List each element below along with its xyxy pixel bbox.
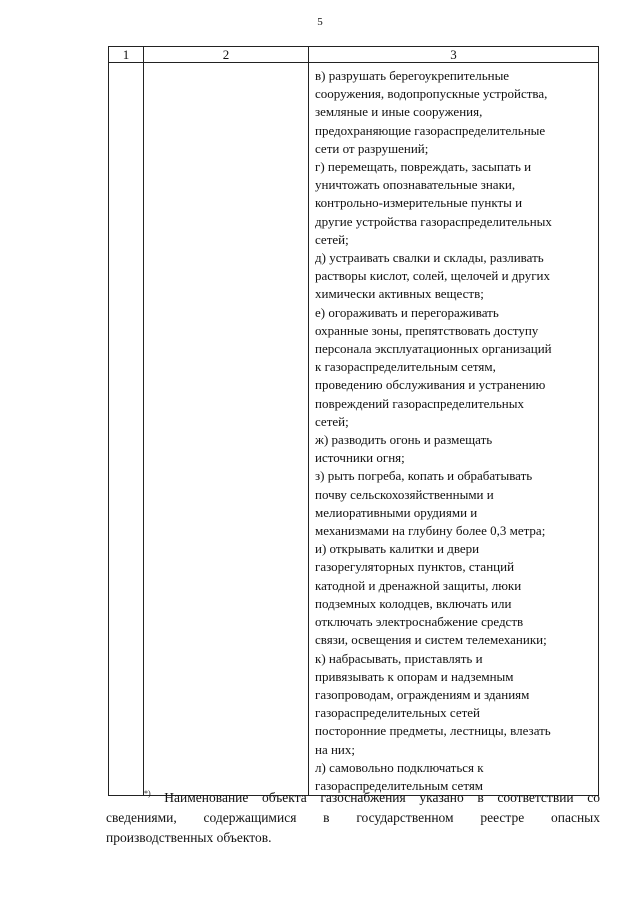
cell-col3 <box>309 63 599 796</box>
text-line: посторонние предметы, лестницы, влезать <box>315 723 551 739</box>
text-line: газораспределительных сетей <box>315 705 481 721</box>
text-line: сети от разрушений; <box>315 140 429 156</box>
text-line: д) устраивать свалки и склады, разливать <box>315 250 544 266</box>
text-line: л) самовольно подключаться к <box>315 759 484 775</box>
table-row <box>109 63 599 796</box>
text-line: сетей; <box>315 413 349 429</box>
text-line: почву сельскохозяйственными и <box>315 486 494 502</box>
column-header-3: 3 <box>309 47 599 63</box>
text-line: е) огораживать и перегораживать <box>315 304 499 320</box>
text-line: газораспределительным сетям <box>315 777 484 793</box>
text-line: связи, освещения и систем телемеханики; <box>315 632 547 648</box>
text-line: источники огня; <box>315 450 405 466</box>
text-line: в) разрушать берегоукрепительные <box>315 68 510 83</box>
text-line: контрольно-измерительные пункты и <box>315 195 523 211</box>
text-line: газопроводам, ограждениям и зданиям <box>315 686 530 702</box>
cell-col2 <box>144 63 309 796</box>
column-header-2: 2 <box>144 47 309 63</box>
table-header-row <box>109 47 599 63</box>
text-line: проведению обслуживания и устранению <box>315 377 546 393</box>
text-line: другие устройства газораспределительных <box>315 213 552 229</box>
text-line: сетей; <box>315 231 349 247</box>
text-line: и) открывать калитки и двери <box>315 541 480 557</box>
footnote-text-1: Наименование объекта газоснабжения указано в соответствии со <box>164 790 601 805</box>
text-line: сооружения, водопропускные устройства, <box>315 86 548 102</box>
text-line: к газораспределительным сетям, <box>315 359 496 375</box>
page-number: 5 <box>317 16 323 28</box>
text-line: земляные и иные сооружения, <box>315 104 483 120</box>
footnote <box>106 784 600 848</box>
text-line: подземных колодцев, включать или <box>315 595 512 611</box>
text-line: катодной и дренажной защиты, люки <box>315 577 522 593</box>
text-line: повреждений газораспределительных <box>315 395 524 411</box>
document-table <box>108 46 599 796</box>
cell-col1 <box>109 63 144 796</box>
footnote-line-3: производственных объектов. <box>106 830 272 845</box>
text-line: механизмами на глубину более 0,3 метра; <box>315 523 546 539</box>
text-line: персонала эксплуатационных организаций <box>315 341 552 357</box>
text-line: к) набрасывать, приставлять и <box>315 650 483 666</box>
text-line: на них; <box>315 741 356 757</box>
text-line: растворы кислот, солей, щелочей и других <box>315 268 551 284</box>
text-line: ж) разводить огонь и размещать <box>315 432 493 448</box>
column-header-1: 1 <box>109 47 144 63</box>
restrictions-text <box>309 63 598 795</box>
text-line: уничтожать опознавательные знаки, <box>315 177 516 193</box>
text-line: предохраняющие газораспределительные <box>315 122 546 138</box>
footnote-marker: *) <box>144 789 151 798</box>
text-line: отключать электроснабжение средств <box>315 614 524 630</box>
text-line: г) перемещать, повреждать, засыпать и <box>315 159 532 175</box>
footnote-line-2: сведениями, содержащимися в государственном реестре опасных <box>106 810 600 825</box>
text-line: мелиоративными орудиями и <box>315 504 478 520</box>
text-line: газорегуляторных пунктов, станций <box>315 559 515 575</box>
text-line: привязывать к опорам и надземным <box>315 668 514 684</box>
text-line: охранные зоны, препятствовать доступу <box>315 322 539 338</box>
text-line: з) рыть погреба, копать и обрабатывать <box>315 468 533 484</box>
footnote-line-1 <box>106 784 600 808</box>
text-line: химически активных веществ; <box>315 286 484 302</box>
